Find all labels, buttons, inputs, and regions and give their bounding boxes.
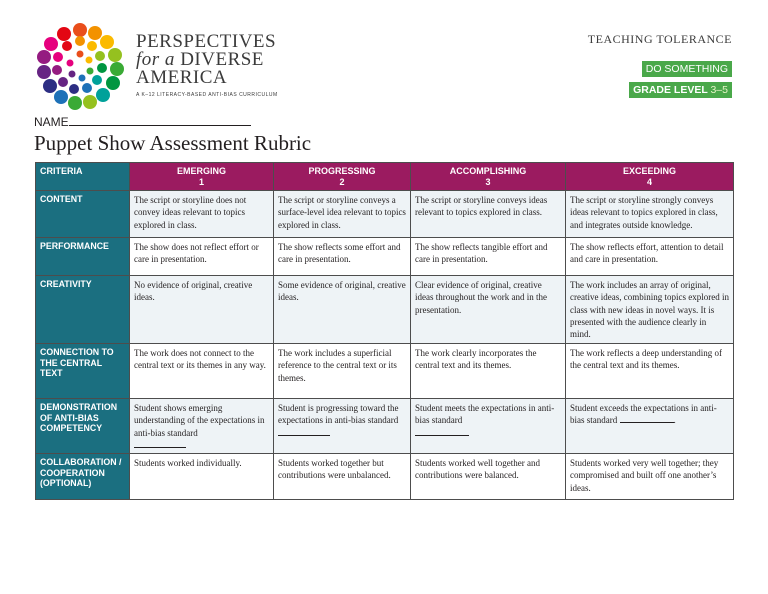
cell-text: Student is progressing toward the expectations in anti-bias standard <box>278 403 399 426</box>
row-label: CONNECTION TO THE CENTRAL TEXT <box>36 344 130 399</box>
grade-level-badge <box>629 82 732 98</box>
brand-tagline: A K–12 LITERACY-BASED ANTI-BIAS CURRICULUM <box>136 92 278 98</box>
cell-exceeding: The script or storyline strongly conveys ideas relevant to topics explored in class, and integrates outside knowledge. <box>566 191 734 238</box>
rubric-header-row <box>36 163 734 191</box>
row-content <box>36 191 734 238</box>
page-title: Puppet Show Assessment Rubric <box>34 131 312 155</box>
level-name: EXCEEDING <box>622 166 676 176</box>
level-number: 3 <box>485 177 491 187</box>
row-label: DEMONSTRATION OF ANTI-BIAS COMPETENCY <box>36 399 130 454</box>
level-name: ACCOMPLISHING <box>449 166 527 176</box>
cell-emerging: The script or storyline does not convey ideas relevant to topics explored in class. <box>130 191 274 238</box>
grade-level-label: GRADE LEVEL <box>633 84 708 96</box>
row-performance <box>36 238 734 276</box>
row-anti-bias <box>36 399 734 454</box>
cell-exceeding: Students worked very well together; they compromised and built off one another’s ideas. <box>566 454 734 500</box>
row-label: PERFORMANCE <box>36 238 130 276</box>
cell-progressing: The script or storyline conveys a surface-level idea relevant to topics explored in class. <box>274 191 411 238</box>
cell-text: Student shows emerging understanding of the expectations in anti-bias standard <box>134 403 265 438</box>
cell-accomplishing: Clear evidence of original, creative ideas throughout the work and in the presentation. <box>411 276 566 344</box>
level-number: 1 <box>198 177 204 187</box>
cell-progressing: The show reflects some effort and care in presentation. <box>274 238 411 276</box>
rubric-table <box>35 162 734 500</box>
row-connection <box>36 344 734 399</box>
brand-wordmark <box>136 33 278 98</box>
cell-progressing <box>274 399 411 454</box>
level-header-progressing <box>274 163 411 191</box>
row-label: CREATIVITY <box>36 276 130 344</box>
level-number: 4 <box>646 177 652 187</box>
cell-accomplishing: The work clearly incorporates the central text and its themes. <box>411 344 566 399</box>
cell-progressing: The work includes a superficial reference to the central text or its themes. <box>274 344 411 399</box>
cell-accomplishing: The script or storyline conveys ideas relevant to topics explored in class. <box>411 191 566 238</box>
standard-blank[interactable] <box>620 416 674 423</box>
do-something-badge: DO SOMETHING <box>642 61 732 77</box>
standard-blank[interactable] <box>134 441 186 448</box>
cell-emerging: The show does not reflect effort or care in presentation. <box>130 238 274 276</box>
brand-line2-italic: for a <box>136 49 175 70</box>
brand-line2-text: DIVERSE <box>180 49 264 70</box>
criteria-header: CRITERIA <box>36 163 130 191</box>
cell-emerging: No evidence of original, creative ideas. <box>130 276 274 344</box>
cell-exceeding: The work reflects a deep understanding of the central text and its themes. <box>566 344 734 399</box>
cell-emerging: The work does not connect to the central text or its themes in any way. <box>130 344 274 399</box>
cell-progressing: Students worked together but contributions were unbalanced. <box>274 454 411 500</box>
cell-accomplishing <box>411 399 566 454</box>
standard-blank[interactable] <box>415 429 469 436</box>
logo-rosette <box>37 23 124 110</box>
level-header-emerging <box>130 163 274 191</box>
cell-exceeding: The work includes an array of original, creative ideas, combining topics explored in class with new ideas in novel ways. It is presented with the audience clearly in mind. <box>566 276 734 344</box>
grade-level-value: 3–5 <box>710 84 728 96</box>
perspectives-logo <box>34 22 126 110</box>
org-name: TEACHING TOLERANCE <box>587 32 732 46</box>
row-collaboration <box>36 454 734 500</box>
level-header-exceeding <box>566 163 734 191</box>
cell-emerging <box>130 399 274 454</box>
cell-accomplishing: Students worked well together and contributions were balanced. <box>411 454 566 500</box>
row-creativity <box>36 276 734 344</box>
cell-emerging: Students worked individually. <box>130 454 274 500</box>
level-name: PROGRESSING <box>308 166 376 176</box>
row-label: COLLABORATION / COOPERATION (OPTIONAL) <box>36 454 130 500</box>
brand-line1: PERSPECTIVES <box>136 31 277 52</box>
name-label: NAME <box>34 115 69 129</box>
cell-exceeding: Student exceeds the expectations in anti-bias standard . <box>566 399 734 454</box>
cell-text: Student meets the expectations in anti-bias standard <box>415 403 555 426</box>
name-blank-line[interactable] <box>69 114 251 126</box>
cell-progressing: Some evidence of original, creative ideas. <box>274 276 411 344</box>
standard-blank[interactable] <box>278 429 330 436</box>
cell-accomplishing: The show reflects tangible effort and care in presentation. <box>411 238 566 276</box>
brand-line3: AMERICA <box>136 67 228 88</box>
cell-exceeding: The show reflects effort, attention to detail and care in presentation. <box>566 238 734 276</box>
level-number: 2 <box>339 177 345 187</box>
row-label: CONTENT <box>36 191 130 238</box>
cell-text: Student exceeds the expectations in anti-bias standard <box>570 403 717 426</box>
name-field <box>34 114 251 129</box>
level-name: EMERGING <box>176 166 226 176</box>
level-header-accomplishing <box>411 163 566 191</box>
